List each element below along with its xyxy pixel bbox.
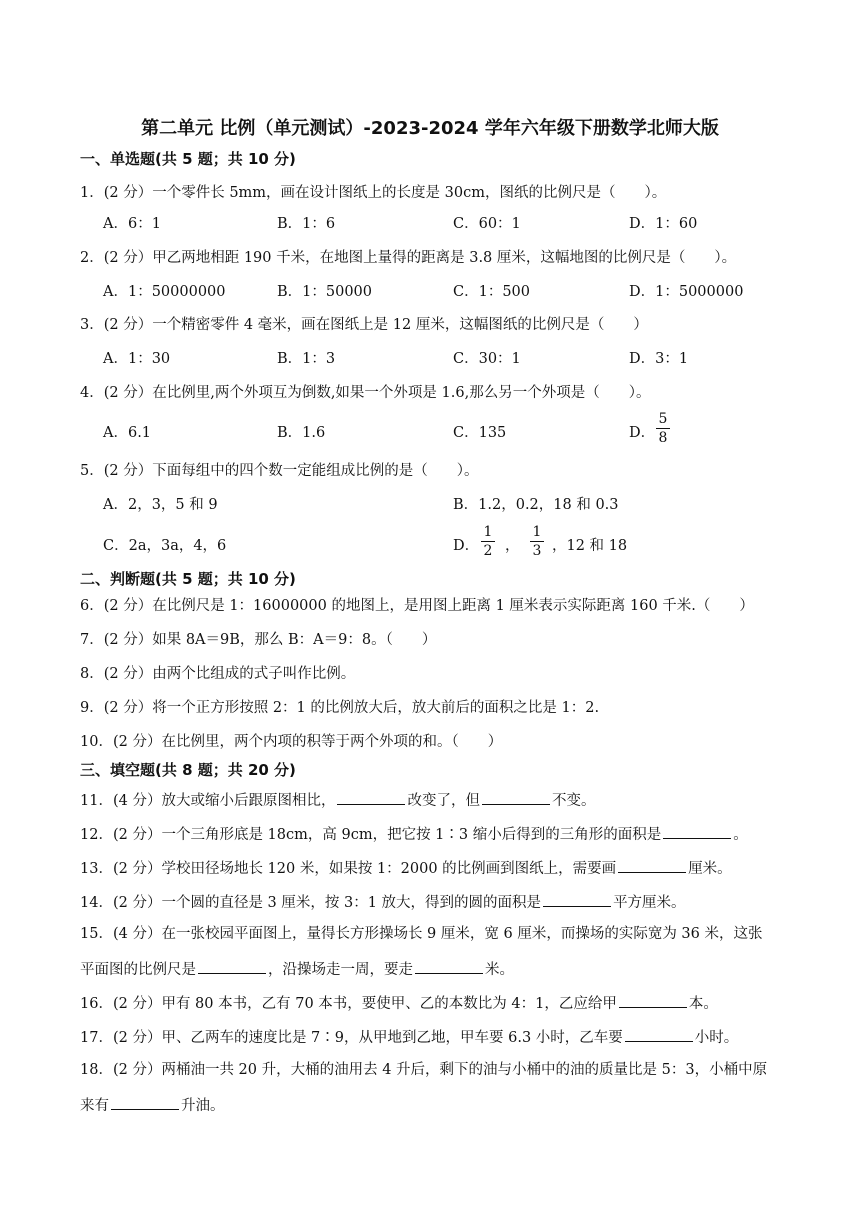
- question-12: [80, 824, 748, 844]
- q2-option-b: B．1：50000: [277, 284, 373, 300]
- question-8: 8．(2 分）由两个比组成的式子叫作比例。: [80, 666, 356, 682]
- question-2: 2．(2 分）甲乙两地相距 190 千米，在地图上量得的距离是 3.8 厘米，这幅地图的比例尺是（ ）。: [80, 250, 737, 266]
- question-7: 7．(2 分）如果 8A＝9B，那么 B：A＝9：8。（ ）: [80, 632, 437, 648]
- q2-option-a: A．1：50000000: [103, 284, 226, 300]
- q3-option-a: A．1：30: [103, 351, 171, 367]
- q4-option-a: A．6.1: [103, 425, 152, 441]
- question-13: [80, 858, 732, 878]
- q5-option-d: D．: [453, 538, 480, 554]
- question-17: [80, 1027, 738, 1047]
- q16-text-1: 16．(2 分）甲有 80 本书，乙有 70 本书，要使甲、乙的本数比为 4：1，乙应给甲: [80, 996, 617, 1012]
- q3-option-c: C．30：1: [453, 351, 521, 367]
- q18-text-2: 升油。: [181, 1098, 225, 1114]
- q15-text-3: 米。: [485, 962, 514, 978]
- section-heading-fill-in: 三、填空题(共 8 题；共 20 分): [80, 761, 296, 779]
- q15-text-2: ，沿操场走一周，要走: [268, 962, 413, 978]
- question-4: 4．(2 分）在比例里,两个外项互为倒数,如果一个外项是 1.6,那么另一个外项是（ ）。: [80, 385, 651, 401]
- q1-option-b: B．1：6: [277, 216, 336, 232]
- q11-text-3: 不变。: [551, 793, 596, 809]
- q17-blank[interactable]: [625, 1027, 693, 1042]
- q15-blank-2[interactable]: [415, 959, 483, 974]
- page-title: 第二单元 比例（单元测试）-2023-2024 学年六年级下册数学北师大版: [141, 118, 719, 139]
- fraction-bar: [481, 541, 495, 542]
- q16-text-2: 本。: [688, 996, 718, 1012]
- q5-option-d-fraction-2: [530, 524, 544, 559]
- question-1: 1．(2 分）一个零件长 5mm，画在设计图纸上的长度是 30cm，图纸的比例尺是（ ）。: [80, 185, 667, 201]
- q1-option-d: D．1：60: [629, 216, 698, 232]
- q13-blank[interactable]: [618, 858, 686, 873]
- q14-text-1: 14．(2 分）一个圆的直径是 3 厘米，按 3：1 放大，得到的圆的面积是: [80, 895, 542, 911]
- q14-blank[interactable]: [543, 892, 611, 907]
- q11-blank-1[interactable]: [337, 790, 405, 805]
- q4-option-d: D．: [629, 425, 656, 441]
- question-6: 6．(2 分）在比例尺是 1：16000000 的地图上，是用图上距离 1 厘米表示实际距离 160 千米.（ ）: [80, 598, 754, 614]
- q5-option-d-fraction-1: [481, 524, 495, 559]
- question-16: [80, 993, 718, 1013]
- q3-option-d: D．3：1: [629, 351, 689, 367]
- q13-text-2: 厘米。: [688, 861, 732, 877]
- q3-option-b: B．1：3: [277, 351, 336, 367]
- q5-option-a: A．2，3，5 和 9: [103, 497, 218, 513]
- q4-option-d-fraction: [656, 411, 670, 446]
- q11-text-1: 11．(4 分）放大或缩小后跟原图相比，: [80, 793, 336, 809]
- q18-blank[interactable]: [111, 1095, 179, 1110]
- question-14: [80, 892, 686, 912]
- q17-text-1: 17．(2 分）甲、乙两车的速度比是 7∶9，从甲地到乙地，甲车要 6.3 小时，乙车要: [80, 1030, 623, 1046]
- section-heading-true-false: 二、判断题(共 5 题；共 10 分): [80, 570, 296, 588]
- question-11: [80, 790, 595, 810]
- q1-option-c: C．60：1: [453, 216, 521, 232]
- question-15-line-1: 15．(4 分）在一张校园平面图上，量得长方形操场长 9 厘米，宽 6 厘米，而操场的实际宽为 36 米，这张: [80, 926, 763, 942]
- q15-text-1: 平面图的比例尺是: [80, 962, 196, 978]
- question-10: 10．(2 分）在比例里，两个内项的积等于两个外项的和。（ ）: [80, 734, 503, 750]
- fraction-denominator: 3: [532, 543, 542, 559]
- q5-option-c: C．2a，3a，4，6: [103, 538, 227, 554]
- fraction-numerator: 1: [532, 524, 542, 540]
- q4-option-b: B．1.6: [277, 425, 326, 441]
- q2-option-d: D．1：5000000: [629, 284, 744, 300]
- fraction-denominator: 2: [483, 543, 493, 559]
- fraction-bar: [530, 541, 544, 542]
- q14-text-2: 平方厘米。: [613, 895, 686, 911]
- q4-option-c: C．135: [453, 425, 507, 441]
- q18-text-1: 来有: [80, 1098, 109, 1114]
- q12-text-2: 。: [733, 827, 748, 843]
- q13-text-1: 13．(2 分）学校田径场地长 120 米，如果按 1：2000 的比例画到图纸上，需要画: [80, 861, 617, 877]
- q1-option-a: A．6：1: [103, 216, 161, 232]
- q5-option-d-separator: ，: [505, 538, 520, 554]
- fraction-numerator: 1: [483, 524, 493, 540]
- question-9: 9．(2 分）将一个正方形按照 2：1 的比例放大后，放大前后的面积之比是 1：2.: [80, 700, 600, 716]
- question-3: 3．(2 分）一个精密零件 4 毫米，画在图纸上是 12 厘米，这幅图纸的比例尺是（ ）: [80, 317, 648, 333]
- q15-blank-1[interactable]: [198, 959, 266, 974]
- q12-blank[interactable]: [663, 824, 731, 839]
- q11-blank-2[interactable]: [482, 790, 550, 805]
- q2-option-c: C．1：500: [453, 284, 530, 300]
- question-5: 5．(2 分）下面每组中的四个数一定能组成比例的是（ ）。: [80, 463, 479, 479]
- q5-option-d-tail: ，12 和 18: [552, 538, 628, 554]
- question-18-line-1: 18．(2 分）两桶油一共 20 升，大桶的油用去 4 升后，剩下的油与小桶中的油的质量比是 5：3，小桶中原: [80, 1062, 768, 1078]
- q5-option-b: B．1.2，0.2，18 和 0.3: [453, 497, 619, 513]
- q17-text-2: 小时。: [694, 1030, 739, 1046]
- question-18-line-2: [80, 1095, 225, 1115]
- fraction-numerator: 5: [658, 411, 668, 427]
- q12-text-1: 12．(2 分）一个三角形底是 18cm，高 9cm，把它按 1∶3 缩小后得到的三角形的面积是: [80, 827, 662, 843]
- section-heading-single-choice: 一、单选题(共 5 题；共 10 分): [80, 150, 296, 168]
- q11-text-2: 改变了，但: [407, 793, 480, 809]
- fraction-bar: [656, 428, 670, 429]
- q16-blank[interactable]: [619, 993, 687, 1008]
- fraction-denominator: 8: [658, 430, 668, 446]
- question-15-line-2: [80, 959, 514, 979]
